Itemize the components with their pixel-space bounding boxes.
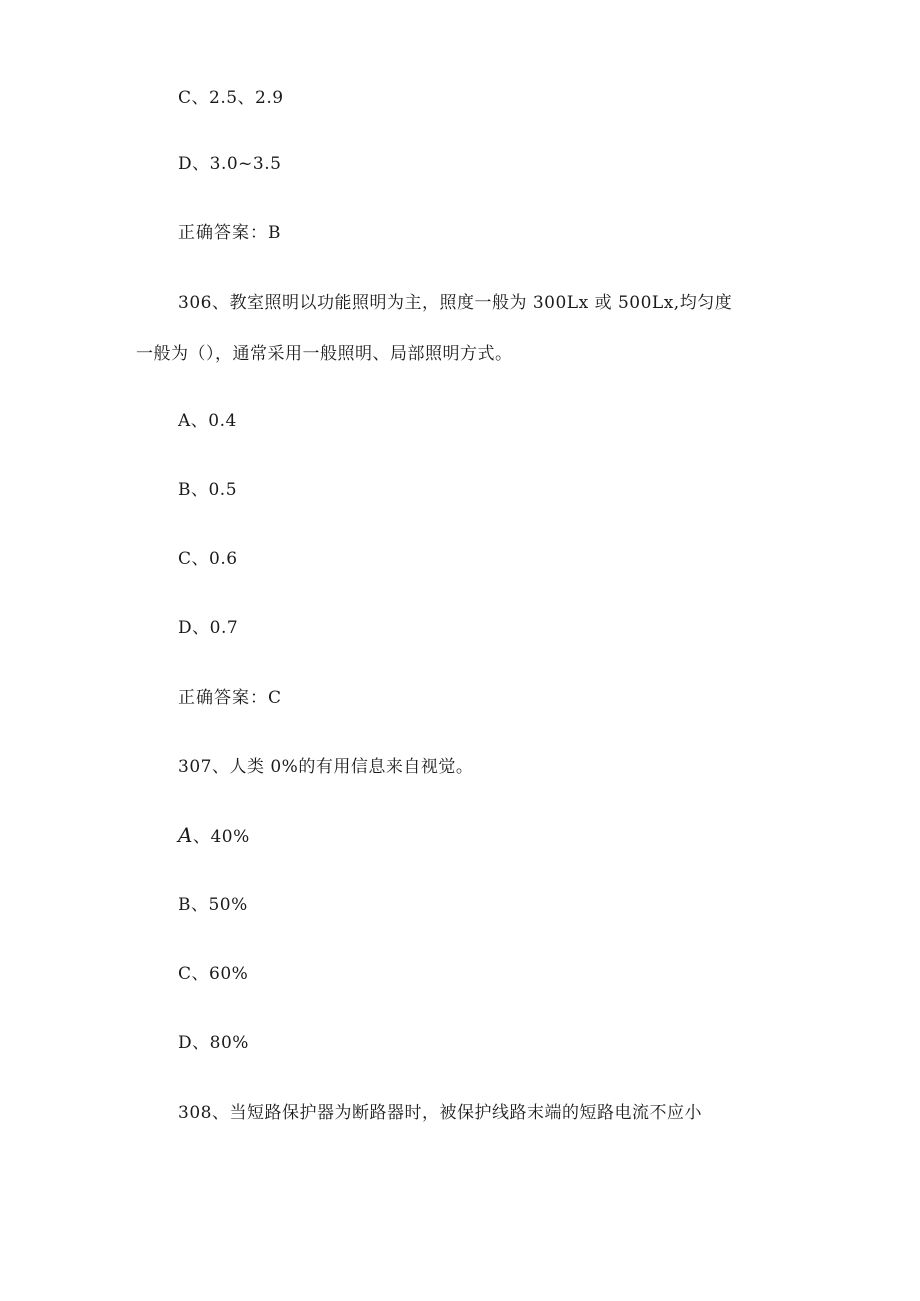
question-306-line-1: 306、教室照明以功能照明为主，照度一般为 300Lx 或 500Lx,均匀度 xyxy=(178,293,733,313)
question-307-option-a xyxy=(178,823,250,849)
answer-305: 正确答案：B xyxy=(178,223,282,243)
option-c-previous: C、2.5、2.9 xyxy=(178,88,284,108)
question-307-option-c: C、60% xyxy=(178,964,249,984)
question-306-option-c: C、0.6 xyxy=(178,549,238,569)
question-306-option-a: A、0.4 xyxy=(178,411,237,431)
option-d-previous: D、3.0~3.5 xyxy=(178,154,282,174)
option-a-text: 、40% xyxy=(192,827,250,847)
question-307-option-d: D、80% xyxy=(178,1033,249,1053)
question-306-option-b: B、0.5 xyxy=(178,480,238,500)
answer-306: 正确答案：C xyxy=(178,688,283,708)
question-306-option-d: D、0.7 xyxy=(178,618,239,638)
question-306-line-2: 一般为（），通常采用一般照明、局部照明方式。 xyxy=(136,344,513,364)
question-308-line-1: 308、当短路保护器为断路器时，被保护线路末端的短路电流不应小 xyxy=(178,1103,702,1123)
option-a-letter: A xyxy=(178,823,193,847)
question-307: 307、人类 0%的有用信息来自视觉。 xyxy=(178,757,474,777)
question-307-option-b: B、50% xyxy=(178,895,248,915)
